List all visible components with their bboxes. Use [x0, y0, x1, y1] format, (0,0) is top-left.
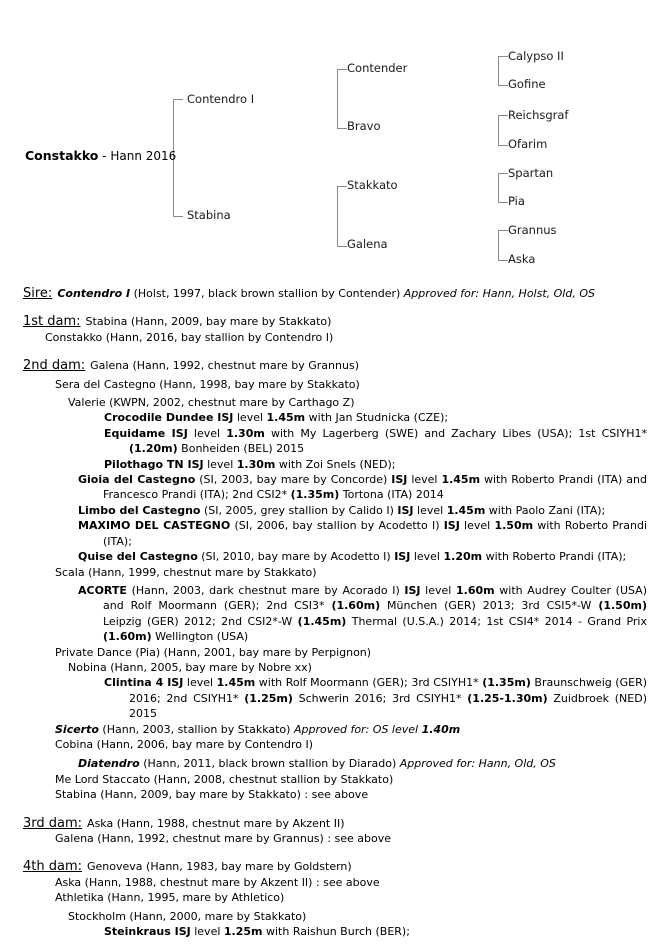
pedigree-row — [0, 660, 670, 675]
tree-node-sire: Contendro I — [187, 92, 255, 106]
pedigree-section — [0, 314, 670, 345]
text-run: Aska (Hann, 1988, chestnut mare by Akzent II) : see above — [55, 875, 380, 889]
tree-node-g3-1: Contender — [347, 61, 408, 75]
text-run: MAXIMO DEL CASTEGNO — [78, 519, 231, 533]
tree-node-g4-3: Reichsgraf — [508, 108, 569, 122]
text-run: (Hann, 2003, stallion by Stakkato) — [98, 722, 294, 736]
text-run: with Paolo Zani (ITA); — [485, 503, 606, 517]
pedigree-row — [0, 756, 670, 771]
pedigree-row — [0, 377, 670, 392]
text-run: Thermal (U.S.A.) 2014; 1st CSI4* 2014 - Grand Prix — [346, 614, 647, 628]
section-heading-row — [0, 816, 670, 831]
text-run: level — [190, 925, 224, 939]
text-run: Quise del Castegno — [78, 550, 198, 564]
pedigree-row — [0, 787, 670, 802]
section-heading-row — [0, 286, 670, 301]
text-run: Gioia del Castegno — [78, 473, 196, 487]
text-run: Athletika (Hann, 1995, mare by Athletico) — [55, 891, 285, 905]
text-run: Private Dance (Pia) (Hann, 2001, bay mare by Perpignon) — [55, 645, 372, 659]
tree-node-g3-3: Stakkato — [347, 178, 398, 192]
text-run: 1.40m — [421, 722, 461, 736]
text-run: Scala (Hann, 1999, chestnut mare by Stakkato) — [55, 565, 317, 579]
text-run: (1.45m) — [297, 614, 347, 628]
text-run: level — [203, 457, 237, 471]
text-run: 1.60m — [456, 583, 495, 597]
pedigree-row — [0, 410, 670, 425]
pedigree-row — [0, 772, 670, 787]
text-run: with Rolf Moormann (GER); 3rd CSIYH1* — [255, 676, 483, 690]
bracket-gen4-4 — [498, 230, 508, 261]
tree-node-g4-1: Calypso II — [508, 49, 564, 63]
pedigree-section — [0, 859, 670, 939]
text-run: ISJ — [397, 503, 414, 517]
pedigree-sections — [0, 286, 670, 952]
text-run: ISJ — [394, 550, 411, 564]
text-run: München (GER) 2013; 3rd CSI5*-W — [380, 599, 599, 613]
pedigree-row — [0, 472, 670, 503]
section-heading: 4th dam: — [23, 859, 83, 875]
text-run: 1.20m — [443, 550, 483, 564]
text-run: with Roberto Prandi (ITA) and Francesco Prandi (ITA); 2nd CSI2* — [103, 473, 647, 502]
pedigree-row — [0, 645, 670, 660]
pedigree-row — [0, 330, 670, 345]
text-run: Galena (Hann, 1992, chestnut mare by Grannus) — [90, 359, 359, 373]
text-run: (SI, 2003, bay mare by Concorde) — [195, 473, 392, 487]
pedigree-section — [0, 358, 670, 802]
text-run: level — [459, 519, 495, 533]
text-run: 1.45m — [446, 503, 486, 517]
pedigree-row — [0, 395, 670, 410]
text-run: with Zoi Snels (NED); — [275, 457, 396, 471]
text-run: 1.25m — [223, 925, 263, 939]
pedigree-row — [0, 722, 670, 737]
section-heading: 1st dam: — [23, 314, 81, 330]
text-run: with Jan Studnicka (CZE); — [305, 411, 449, 425]
text-run: Stockholm (Hann, 2000, mare by Stakkato) — [68, 909, 307, 923]
text-run: (SI, 2006, bay stallion by Acodetto I) — [230, 519, 444, 533]
pedigree-section — [0, 286, 670, 301]
text-run: 1.30m — [226, 426, 265, 440]
text-run: level — [183, 676, 217, 690]
text-run: Contendro I — [57, 287, 131, 300]
text-run: Pilothago TN ISJ — [104, 457, 204, 471]
text-run: Steinkraus ISJ — [104, 925, 191, 939]
text-run: with Audrey Coulter (USA) and Rolf Moormann (GER); 2nd CSI3* — [103, 583, 647, 613]
section-heading: 3rd dam: — [23, 815, 83, 831]
tree-node-g4-4: Ofarim — [508, 137, 548, 151]
text-run: (1.25-1.30m) — [467, 691, 548, 705]
text-run: Stabina (Hann, 2009, bay mare by Stakkato) : see above — [55, 788, 369, 802]
tree-node-g4-6: Pia — [508, 194, 525, 208]
bracket-gen4-1 — [498, 56, 508, 86]
text-run: Cobina (Hann, 2006, bay mare by Contendro I) — [55, 737, 314, 751]
pedigree-row — [0, 737, 670, 752]
text-run: Approved for: Hann, Old, OS — [399, 757, 556, 771]
pedigree-row — [0, 890, 670, 905]
text-run: Crocodile Dundee ISJ — [104, 411, 234, 425]
bracket-gen3-dam — [337, 186, 347, 247]
pedigree-row — [0, 583, 670, 645]
text-run: Zuidbroek (NED) 2015 — [129, 691, 647, 721]
text-run: level — [187, 426, 227, 440]
text-run: 1.45m — [216, 676, 256, 690]
text-run: Schwerin 2016; 3rd CSIYH1* — [292, 691, 468, 705]
text-run: with Raishun Burch (BER); — [262, 925, 410, 939]
text-run: level — [407, 473, 442, 487]
pedigree-row — [0, 565, 670, 580]
text-run: Me Lord Staccato (Hann, 2008, chestnut stallion by Stakkato) — [55, 772, 394, 786]
text-run: Aska (Hann, 1988, chestnut mare by Akzent II) — [87, 816, 345, 830]
text-run: Limbo del Castegno — [78, 503, 201, 517]
section-heading: Sire: — [23, 286, 53, 301]
text-run: level — [420, 583, 456, 597]
text-run: 1.30m — [236, 457, 276, 471]
text-run: 1.50m — [494, 519, 534, 533]
text-run: 1.45m — [266, 411, 306, 425]
text-run: Sicerto — [55, 722, 99, 736]
tree-node-g4-2: Gofine — [508, 77, 546, 91]
text-run: level — [410, 550, 444, 564]
text-run: ISJ — [404, 583, 421, 597]
text-run: level — [233, 411, 267, 425]
text-run: (SI, 2010, bay mare by Acodetto I) — [197, 550, 395, 564]
section-heading: 2nd dam: — [23, 358, 86, 374]
text-run: Braunschweig (GER) 2016; 2nd CSIYH1* — [129, 676, 648, 705]
text-run: Genoveva (Hann, 1983, bay mare by Goldstern) — [87, 860, 352, 874]
text-run: ISJ — [391, 473, 408, 487]
text-run: Approved for: Hann, Holst, Old, OS — [403, 287, 595, 300]
pedigree-tree — [0, 0, 670, 275]
text-run: (1.60m) — [331, 599, 381, 613]
text-run: (1.60m) — [103, 630, 152, 644]
text-run: Nobina (Hann, 2005, bay mare by Nobre xx) — [68, 660, 312, 674]
tree-node-g3-2: Bravo — [347, 119, 381, 133]
pedigree-row — [0, 675, 670, 721]
section-heading-row — [0, 358, 670, 373]
pedigree-row — [0, 457, 670, 472]
text-run: (Hann, 2003, dark chestnut mare by Acorado I) — [126, 583, 405, 597]
text-run: with Roberto Prandi (ITA); — [482, 550, 627, 564]
bracket-gen3-sire — [337, 69, 347, 129]
tree-node-g3-4: Galena — [347, 237, 388, 251]
tree-node-dam: Stabina — [187, 208, 231, 222]
pedigree-row — [0, 426, 670, 457]
text-run: Equidame ISJ — [104, 426, 188, 440]
pedigree-row — [0, 503, 670, 518]
text-run: level — [413, 503, 447, 517]
tree-root-suffix: - Hann 2016 — [98, 149, 177, 163]
pedigree-row — [0, 831, 670, 846]
text-run: Sera del Castegno (Hann, 1998, bay mare by Stakkato) — [55, 377, 360, 391]
pedigree-row — [0, 924, 670, 939]
pedigree-row — [0, 518, 670, 549]
pedigree-section — [0, 816, 670, 847]
text-run: Valerie (KWPN, 2002, chestnut mare by Carthago Z) — [68, 396, 355, 410]
tree-node-g4-8: Aska — [508, 252, 536, 266]
text-run: (Holst, 1997, black brown stallion by Contender) — [130, 287, 404, 300]
tree-node-g4-5: Spartan — [508, 166, 554, 180]
text-run: Leipzig (GER) 2012; 2nd CSI2*-W — [103, 614, 298, 628]
text-run: (Hann, 2011, black brown stallion by Diarado) — [139, 757, 400, 771]
text-run: with Roberto Prandi (ITA); — [103, 519, 647, 548]
text-run: ACORTE — [78, 583, 127, 597]
text-run: ISJ — [443, 519, 460, 533]
text-run: Bonheiden (BEL) 2015 — [177, 442, 305, 456]
bracket-gen4-2 — [498, 115, 508, 146]
pedigree-row — [0, 909, 670, 924]
text-run: (1.20m) — [129, 442, 178, 456]
text-run: (1.35m) — [482, 676, 531, 690]
tree-root — [25, 148, 176, 163]
text-run: Tortona (ITA) 2014 — [339, 488, 444, 502]
text-run: (1.35m) — [290, 488, 340, 502]
text-run: Galena (Hann, 1992, chestnut mare by Grannus) : see above — [55, 832, 392, 845]
text-run: 1.45m — [441, 473, 481, 487]
text-run: Clintina 4 ISJ — [104, 676, 184, 690]
section-heading-row — [0, 859, 670, 874]
section-heading-row — [0, 314, 670, 329]
text-run: Wellington (USA) — [151, 630, 249, 644]
pedigree-row — [0, 549, 670, 564]
text-run: with My Lagerberg (SWE) and Zachary Libes (USA); 1st CSIYH1* — [264, 426, 647, 440]
text-run: (1.50m) — [598, 599, 647, 613]
text-run: (SI, 2005, grey stallion by Calido I) — [200, 503, 398, 517]
tree-node-g4-7: Grannus — [508, 223, 557, 237]
text-run: (1.25m) — [244, 691, 293, 705]
bracket-gen4-3 — [498, 173, 508, 203]
text-run: Approved for: OS level — [293, 722, 422, 736]
text-run: Diatendro — [78, 757, 140, 771]
text-run: Stabina (Hann, 2009, bay mare by Stakkato) — [85, 315, 332, 329]
tree-root-name: Constakko — [25, 148, 99, 163]
text-run: Constakko (Hann, 2016, bay stallion by Contendro I) — [45, 330, 334, 344]
pedigree-row — [0, 875, 670, 890]
